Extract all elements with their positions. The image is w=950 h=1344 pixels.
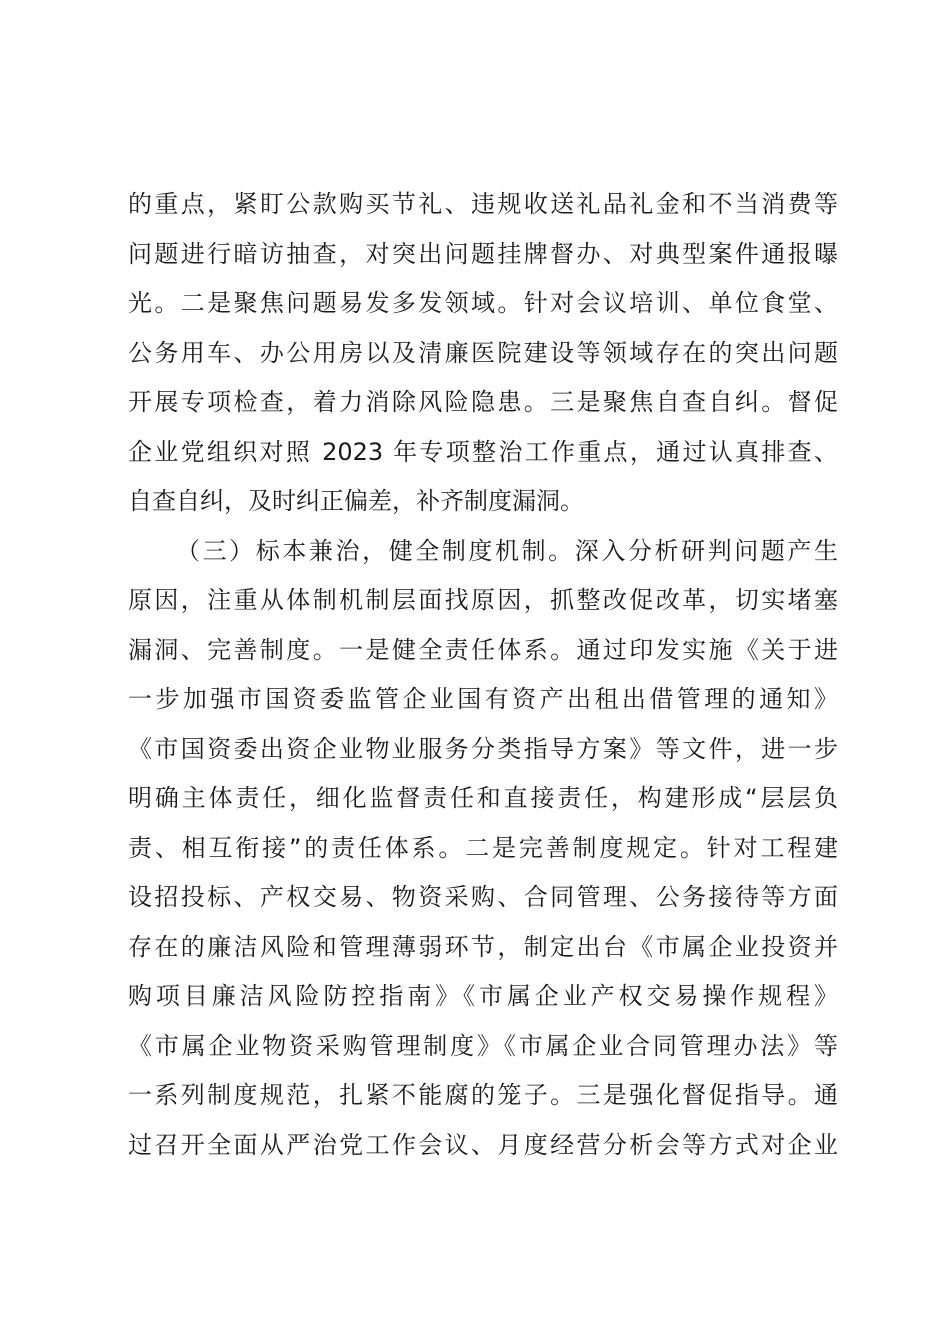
body-text <box>128 180 838 1170</box>
section-heading-line: （三）标本兼治，健全制度机制。深入分析研判问题产生 <box>176 536 838 565</box>
text-line: 开展专项检查，着力消除风险隐患。三是聚焦自查自纠。督促 <box>128 388 838 416</box>
text-line: 的重点，紧盯公款购买节礼、违规收送礼品礼金和不当消费等 <box>128 190 838 218</box>
text-line: 原因，注重从体制机制层面找原因，抓整改促改革，切实堵塞 <box>128 586 838 614</box>
text-line: 自查自纠，及时纠正偏差，补齐制度漏洞。 <box>128 487 584 515</box>
text-line: 明确主体责任，细化监督责任和直接责任，构建形成“层层负 <box>128 784 838 812</box>
text-line: 《市属企业物资采购管理制度》《市属企业合同管理办法》等 <box>128 1031 838 1060</box>
text-line: 企业党组织对照 2023 年专项整治工作重点，通过认真排查、 <box>128 437 838 466</box>
text-line: 购项目廉洁风险防控指南》《市属企业产权交易操作规程》 <box>128 982 838 1010</box>
text-line: 设招投标、产权交易、物资采购、合同管理、公务接待等方面 <box>128 883 838 911</box>
text-line: 问题进行暗访抽查，对突出问题挂牌督办、对典型案件通报曝 <box>128 239 838 268</box>
text-line: 存在的廉洁风险和管理薄弱环节，制定出台《市属企业投资并 <box>128 932 838 961</box>
text-line: 光。二是聚焦问题易发多发领域。针对会议培训、单位食堂、 <box>128 289 838 317</box>
text-line: 责、相互衔接”的责任体系。二是完善制度规定。针对工程建 <box>128 833 838 862</box>
text-line: 《市国资委出资企业物业服务分类指导方案》等文件，进一步 <box>128 734 838 763</box>
text-line: 漏洞、完善制度。一是健全责任体系。通过印发实施《关于进 <box>128 635 838 664</box>
text-line: 公务用车、办公用房以及清廉医院建设等领域存在的突出问题 <box>128 338 838 367</box>
text-line: 过召开全面从严治党工作会议、月度经营分析会等方式对企业 <box>128 1130 838 1159</box>
text-line: 一步加强市国资委监管企业国有资产出租出借管理的通知》 <box>128 685 838 713</box>
text-line: 一系列制度规范，扎紧不能腐的笼子。三是强化督促指导。通 <box>128 1081 838 1109</box>
